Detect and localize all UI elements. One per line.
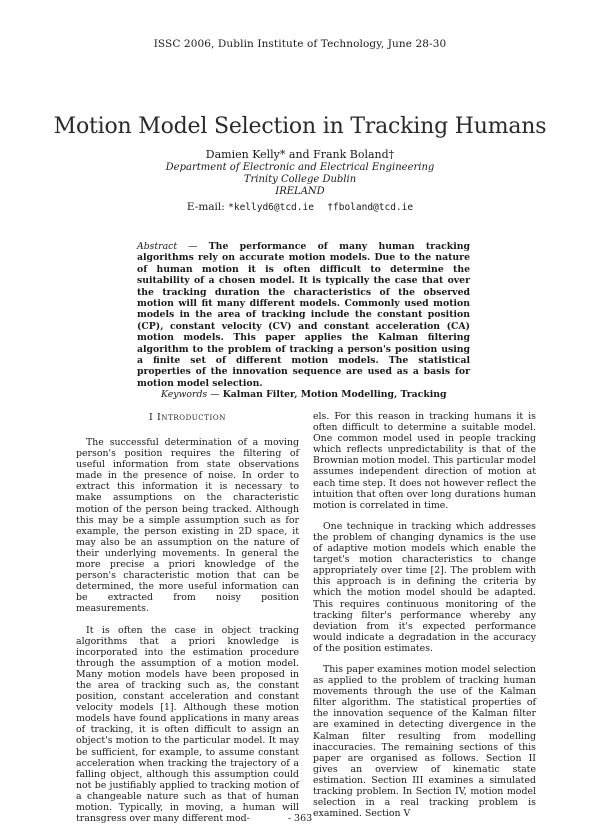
section-heading-wrapper <box>76 412 299 435</box>
section-heading-introduction: I Introduction <box>149 412 226 423</box>
paragraph: It is often the case in object tracking algorithms that a priori knowledge is incorporated into the estimation procedure through the assumption of a motion model. Many motion models have been proposed in the area of tracking such as, the constant position, constant acceleration and constant velocity models [1]. Although these motion models have found applications in many areas of tracking, it is often difficult to assign an object's motion to the particular model. It may be sufficient, for example, to assume constant acceleration when tracking the trajectory of a falling object, although this assumption could not be justifiably applied to tracking motion of a changeable nature such as that of human motion. Typically, in moving, a human will transgress over many different mod- <box>76 624 299 825</box>
paper-title: Motion Model Selection in Tracking Humans <box>53 114 547 139</box>
paragraph: One technique in tracking which addresses the problem of changing dynamics is the use of adaptive motion models which enable the target's motion characteristics to change appropriately over time [2]. The problem with this approach is in defining the criteria by which the motion model should be adapted. This requires continuous monitoring of the tracking filter's performance whereby any deviation from it's expected performance would indicate a degradation in the accuracy of the position estimates. <box>313 520 536 654</box>
author-emails <box>0 201 600 213</box>
page-number: - 363 <box>287 813 313 824</box>
affiliation-college: Trinity College Dublin <box>243 174 357 185</box>
email-first: *kellyd6@tcd.ie <box>228 202 314 213</box>
paragraph: The successful determination of a moving person's position requires the filtering of useful information from state observations made in the presence of noise. In order to extract this information it is necessary to make assumptions on the characteristic motion of the person being tracked. Although this may be a simple assumption such as for example, the person existing in 2D space, it may also be an assumption on the nature of their underlying movements. In general the more precise a priori knowledge of the person's characteristic motion that can be determined, the more useful information can be extracted from noisy position measurements. <box>76 437 299 615</box>
affiliation-department: Department of Electronic and Electrical Engineering <box>165 162 435 173</box>
keywords-label: Keywords — <box>161 389 220 401</box>
abstract-label: Abstract — <box>137 241 198 252</box>
paragraph: els. For this reason in tracking humans it is often difficult to determine a suitable model. One common model used in people tracking which reflects unpredictability is that of the Brownian motion model. This particular model assumes independent direction of motion at each time step. It does not however reflect the intuition that often over long durations human motion is correlated in time. <box>313 411 536 511</box>
keywords <box>137 389 470 400</box>
right-column <box>313 411 536 819</box>
paragraph: This paper examines motion model selection as applied to the problem of tracking human movements through the use of the Kalman filter algorithm. The statistical properties of the innovation sequence of the Kalman filter are examined in detecting divergence in the Kalman filter resulting from modelling inaccuracies. The remaining sections of this paper are organised as follows. Section II gives an overview of kinematic state estimation. Section III examines a simulated tracking problem. In Section IV, motion model selection in a real tracking problem is examined. Section V <box>313 663 536 820</box>
running-head: ISSC 2006, Dublin Institute of Technology, June 28-30 <box>153 38 447 50</box>
email-second: †fboland@tcd.ie <box>327 202 414 213</box>
affiliation-country: IRELAND <box>275 186 325 197</box>
abstract-text: The performance of many human tracking algorithms rely on accurate motion models. Due to the nature of human motion it is often difficult to determine the suitability of a chosen model. It is typically the case that over the tracking duration the characteristics of the observed motion will fit many different models. Commonly used motion models in the area of tracking include the constant position (CP), constant velocity (CV) and constant acceleration (CA) motion models. This paper applies the Kalman filtering algorithm to the problem of tracking a person's position using a finite set of different motion models. The statistical properties of the innovation sequence are used as a basis for motion model selection. <box>137 241 471 389</box>
email-label: E-mail: <box>186 201 225 213</box>
authors: Damien Kelly* and Frank Boland† <box>205 148 395 161</box>
left-column <box>76 437 299 824</box>
keywords-text: Kalman Filter, Motion Modelling, Tracking <box>222 389 447 401</box>
abstract <box>137 241 470 401</box>
